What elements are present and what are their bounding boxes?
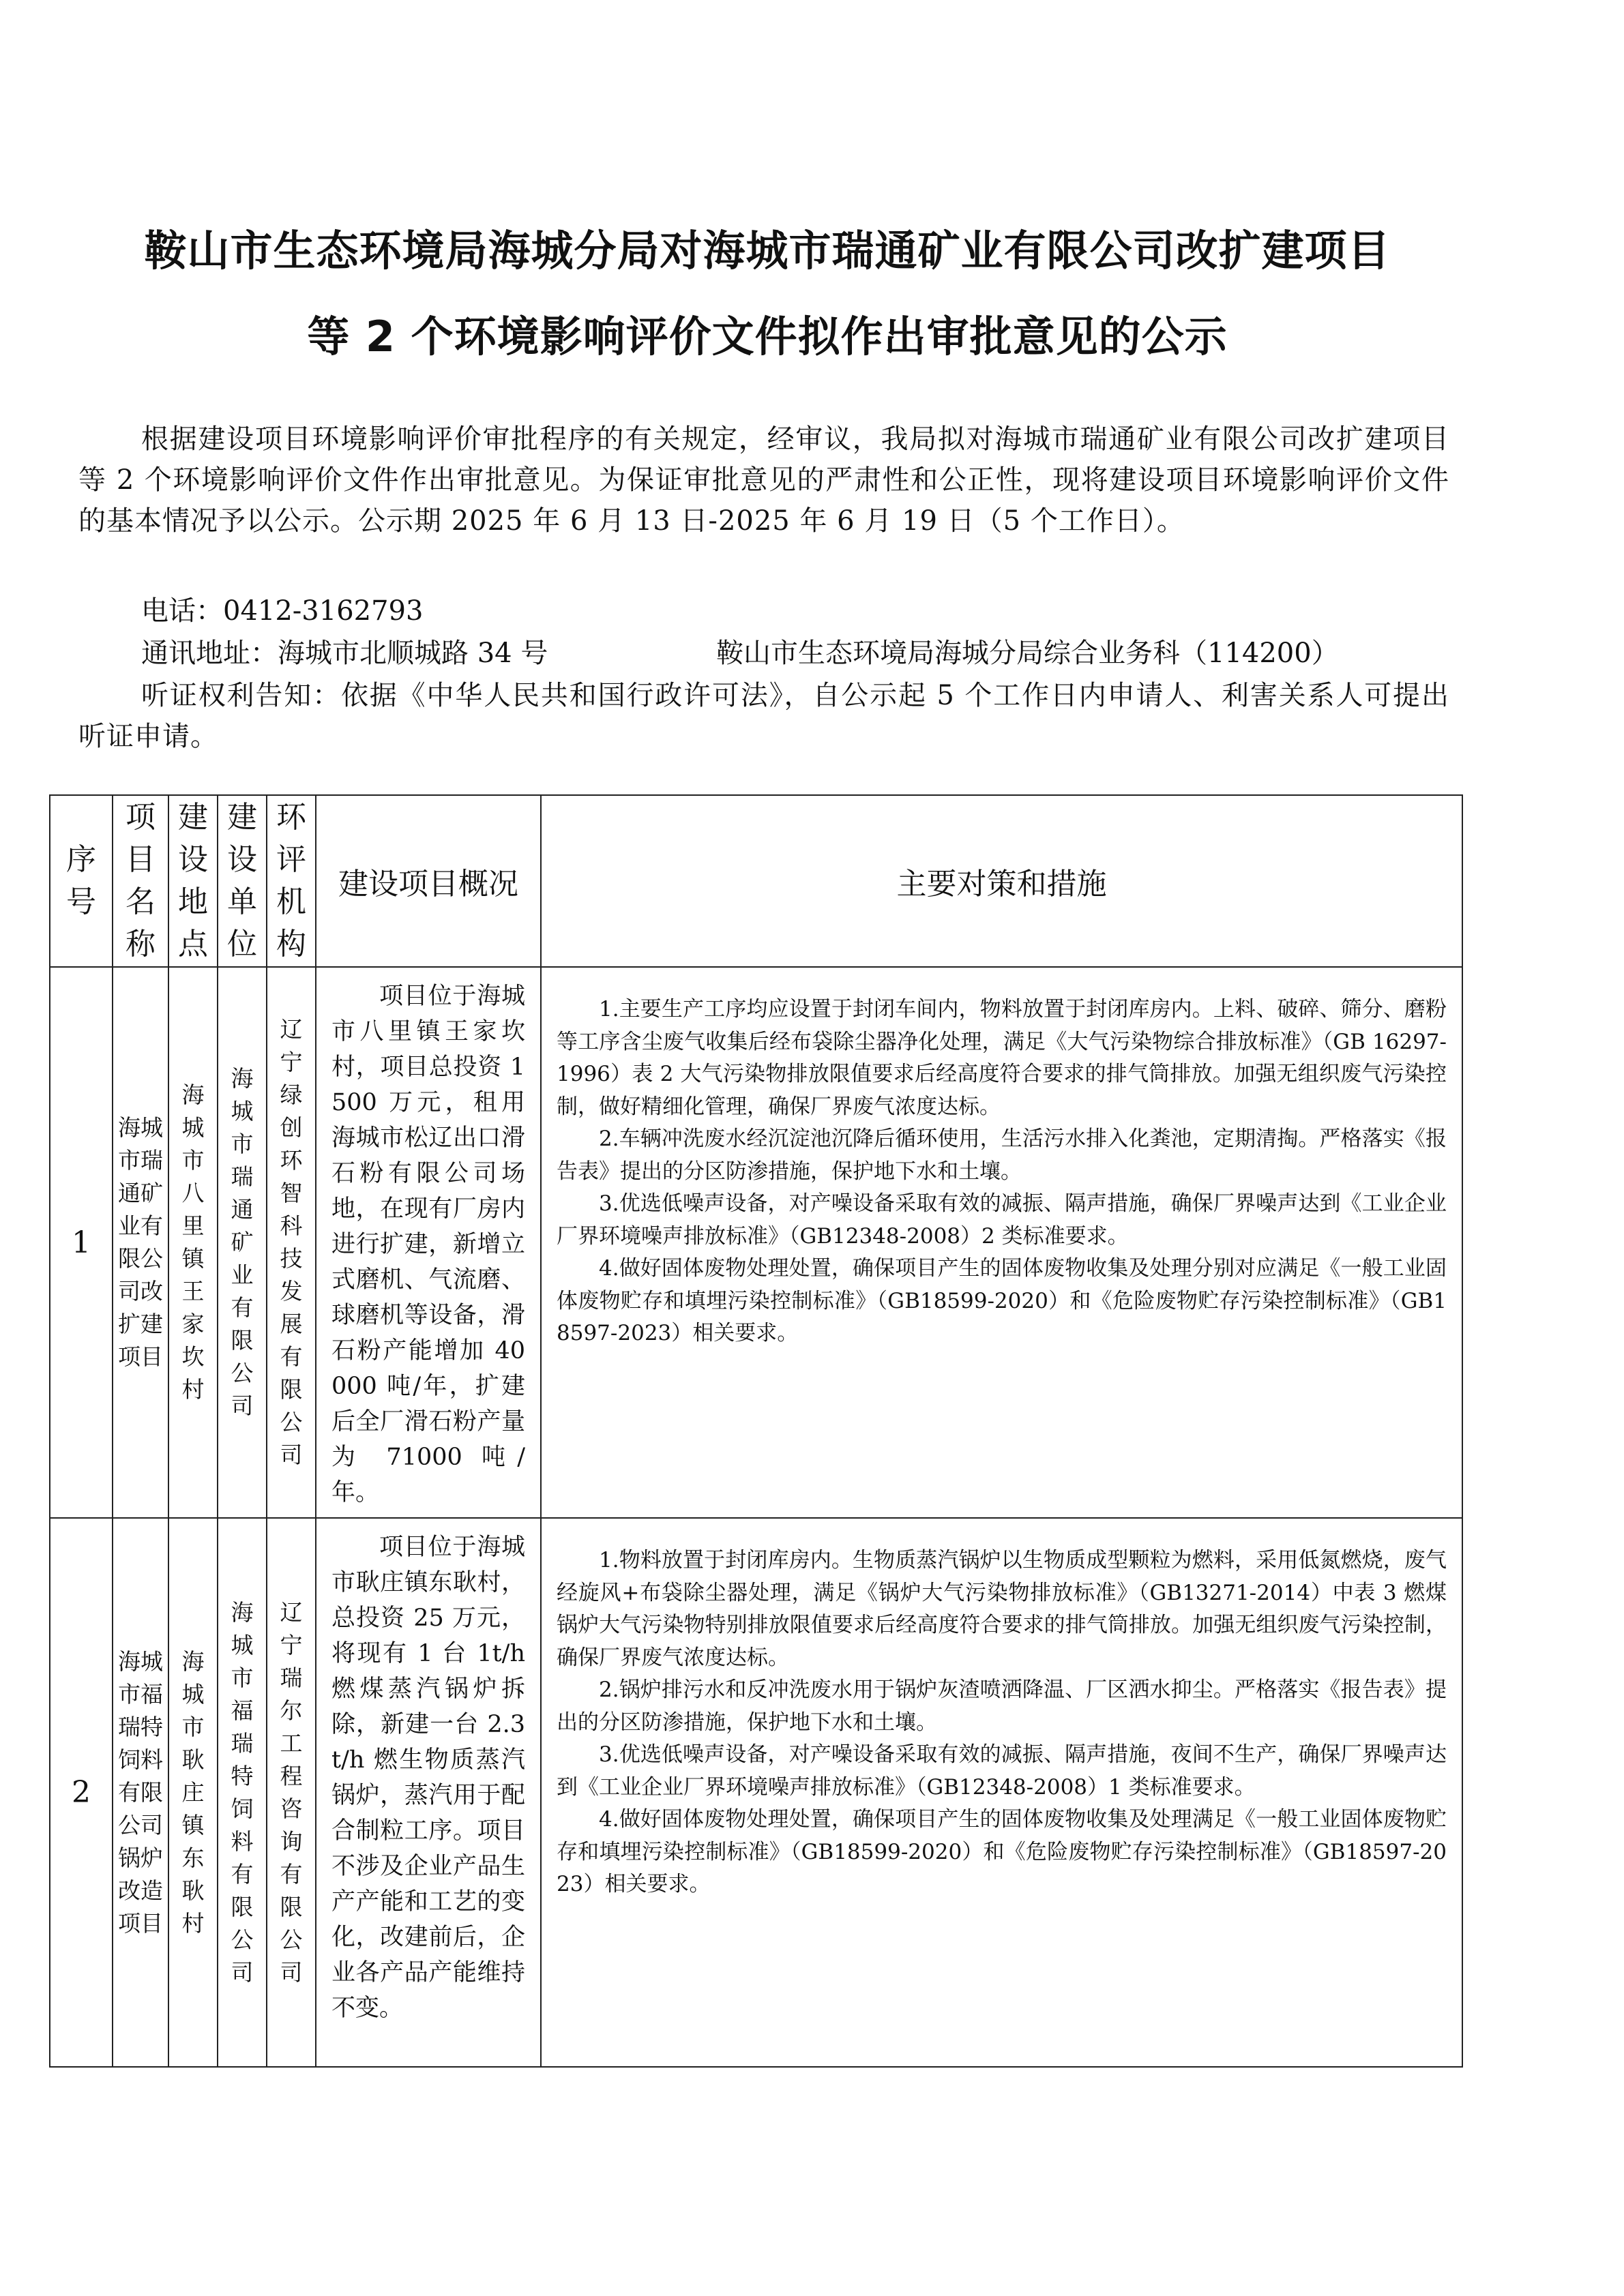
header-location — [168, 795, 218, 967]
measure-item: 4.做好固体废物处理处置，确保项目产生的固体废物收集及处理分别对应满足《一般工业固体废物贮存和填埋污染控制标准》（GB18599-2020）和《危险废物贮存污染控制标准》（GB18597-2023）相关要求。 — [557, 1256, 1447, 1345]
row-unit-text: 海城市瑞通矿业有限公司 — [231, 1065, 254, 1419]
row-eia-org — [267, 1518, 316, 2067]
page-title-line-1: 鞍山市生态环境局海城分局对海城市瑞通矿业有限公司改扩建项目 — [144, 226, 1391, 275]
office-line: 鞍山市生态环境局海城分局综合业务科（114200） — [716, 638, 1339, 669]
measure-item: 4.做好固体废物处理处置，确保项目产生的固体废物收集及处理满足《一般工业固体废物贮存和填埋污染控制标准》（GB18599-2020）和《危险废物贮存污染控制标准》（GB18597-2023）相关要求。 — [557, 1807, 1447, 1896]
header-char: 建 — [227, 800, 257, 835]
row-seq: 2 — [50, 1518, 113, 2067]
row-eia-org-text: 辽宁绿创环智科技发展有限公司 — [280, 1016, 303, 1468]
hearing-notice: 听证权利告知：依据《中华人民共和国行政许可法》，自公示起 5 个工作日内申请人、利害关系人可提出听证申请。 — [78, 680, 1449, 752]
measure-item: 1.主要生产工序均应设置于封闭车间内，物料放置于封闭库房内。上料、破碎、筛分、磨粉等工序含尘废气收集后经布袋除尘器净化处理，满足《大气污染物综合排放标准》（GB 16297-1996）表 2 大气污染物排放限值要求后经高度符合要求的排气筒排放。加强无组织废气污染控制，做好精细化管理，确保厂界废气浓度达标。 — [557, 997, 1447, 1119]
row-unit — [218, 1518, 267, 2067]
row-measures — [541, 1518, 1462, 2067]
row-seq: 1 — [50, 967, 113, 1518]
measure-item: 2.锅炉排污水和反冲洗废水用于锅炉灰渣喷洒降温、厂区洒水抑尘。严格落实《报告表》提出的分区防渗措施，保护地下水和土壤。 — [557, 1678, 1447, 1735]
header-char: 点 — [178, 927, 208, 961]
row-eia-org-text: 辽宁瑞尔工程咨询有限公司 — [280, 1598, 303, 1986]
row-unit — [218, 967, 267, 1518]
row-location — [168, 1518, 218, 2067]
header-char: 环 — [276, 800, 306, 835]
header-eia-org — [267, 795, 316, 967]
row-project-name-text: 海城市瑞通矿业有限公司改扩建项目 — [118, 1114, 163, 1370]
row-unit-text: 海城市福瑞特饲料有限公司 — [231, 1598, 254, 1986]
row-location-text: 海城市耿庄镇东耿村 — [181, 1648, 205, 1937]
projects-table — [49, 794, 1463, 2068]
row-measures — [541, 967, 1462, 1518]
header-char: 名 — [126, 884, 156, 919]
row-summary: 项目位于海城市八里镇王家坎村，项目总投资 1500 万元，租用海城市松辽出口滑石粉有限公司场地，在现有厂房内进行扩建，新增立式磨机、气流磨、球磨机等设备，滑石粉产能增加 40000 吨/年，扩建后全厂滑石粉产量为 71000 吨/年。 — [316, 967, 541, 1518]
row-project-name-text: 海城市福瑞特饲料有限公司锅炉改造项目 — [118, 1648, 163, 1937]
header-summary: 建设项目概况 — [316, 795, 541, 967]
measure-item: 1.物料放置于封闭库房内。生物质蒸汽锅炉以生物质成型颗粒为燃料，采用低氮燃烧，废气经旋风+布袋除尘器处理，满足《锅炉大气污染物排放标准》（GB13271-2014）中表 3 燃煤锅炉大气污染物特别排放限值要求后经高度符合要求的排气筒排放。加强无组织废气污染控制，确保厂界废气浓度达标。 — [557, 1548, 1447, 1670]
intro-paragraph: 根据建设项目环境影响评价审批程序的有关规定，经审议，我局拟对海城市瑞通矿业有限公司改扩建项目等 2 个环境影响评价文件作出审批意见。为保证审批意见的严肃性和公正性，现将建设项目环境影响评价文件的基本情况予以公示。公示期 2025 年 6 月 13 日-2025 年 6 月 19 日（5 个工作日）。 — [78, 423, 1449, 537]
measure-item: 3.优选低噪声设备，对产噪设备采取有效的减振、隔声措施，确保厂界噪声达到《工业企业厂界环境噪声排放标准》（GB12348-2008）2 类标准要求。 — [557, 1191, 1447, 1249]
row-project-name — [113, 1518, 168, 2067]
header-char: 评 — [276, 842, 306, 877]
table-header-row — [50, 795, 1462, 967]
phone-line: 电话：0412-3162793 — [141, 595, 424, 627]
row-summary: 项目位于海城市耿庄镇东耿村，总投资 25 万元，将现有 1 台 1t/h 燃煤蒸汽锅炉拆除，新建一台 2.3t/h 燃生物质蒸汽锅炉，蒸汽用于配合制粒工序。项目不涉及企业产品生产产能和工艺的变化，改建前后，企业各产品产能维持不变。 — [316, 1518, 541, 2067]
header-char: 单 — [227, 884, 257, 919]
measure-item: 2.车辆冲洗废水经沉淀池沉降后循环使用，生活污水排入化粪池，定期清掏。严格落实《报告表》提出的分区防渗措施，保护地下水和土壤。 — [557, 1127, 1447, 1184]
header-char: 序 — [66, 842, 96, 877]
row-eia-org — [267, 967, 316, 1518]
header-char: 号 — [66, 884, 96, 919]
page-title-line-2: 等 2 个环境影响评价文件拟作出审批意见的公示 — [307, 312, 1228, 361]
header-project-name — [113, 795, 168, 967]
header-char: 称 — [126, 927, 156, 961]
header-unit — [218, 795, 267, 967]
header-seq — [50, 795, 113, 967]
address-line: 通讯地址：海城市北顺城路 34 号 — [141, 638, 548, 669]
header-char: 位 — [227, 927, 257, 961]
row-project-name — [113, 967, 168, 1518]
header-char: 目 — [126, 842, 156, 877]
header-char: 构 — [276, 927, 306, 961]
header-char: 机 — [276, 884, 306, 919]
header-char: 设 — [227, 842, 257, 877]
table-row — [50, 1518, 1462, 2067]
table-row — [50, 967, 1462, 1518]
header-measures: 主要对策和措施 — [541, 795, 1462, 967]
row-location-text: 海城市八里镇王家坎村 — [181, 1082, 205, 1403]
header-char: 项 — [126, 800, 156, 835]
header-char: 设 — [178, 842, 208, 877]
header-char: 地 — [178, 884, 208, 919]
measure-item: 3.优选低噪声设备，对产噪设备采取有效的减振、隔声措施，夜间不生产，确保厂界噪声达到《工业企业厂界环境噪声排放标准》（GB12348-2008）1 类标准要求。 — [557, 1742, 1447, 1800]
row-location — [168, 967, 218, 1518]
header-char: 建 — [178, 800, 208, 835]
